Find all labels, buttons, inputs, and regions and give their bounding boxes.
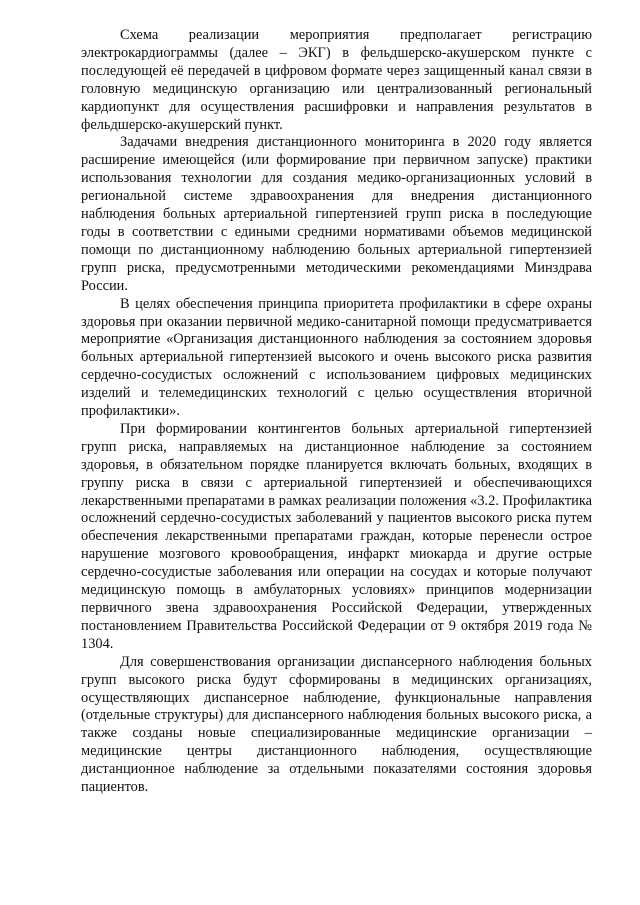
paragraph-monitoring-tasks: Задачами внедрения дистанционного мониторинга в 2020 году является расширение имеющейся (или формирование при первичном запуске) практики использования технологии для создания медико-организационных условий в региональной системе здравоохранения для внедрения дистанционного наблюдения больных артериальной гипертензией групп риска в последующие годы в соответствии с едиными средними нормативами объемов медицинской помощи по дистанционному наблюдению больных артериальной гипертензией групп риска, предусмотренными методическими рекомендациями Минздрава России. — [81, 134, 592, 294]
document-body — [81, 27, 592, 797]
paragraph-dispensary-observation: Для совершенствования организации диспансерного наблюдения больных групп высокого риска будут сформированы в медицинских организациях, осуществляющих диспансерное наблюдение, функциональные направления (отдельные структуры) для диспансерного наблюдения больных высокого риска, а также созданы новые специализированные медицинские организации – медицинские центры дистанционного наблюдения, осуществляющие дистанционное наблюдение за отдельными показателями состояния здоровья пациентов. — [81, 653, 592, 796]
paragraph-patient-groups: При формировании контингентов больных артериальной гипертензией групп риска, направляемых на дистанционное наблюдение за состоянием здоровья, в обязательном порядке планируется включать больных, входящих в группу риска в связи с артериальной гипертензией и обеспечивающихся лекарственными препаратами в рамках реализации положения «3.2. Профилактика осложнений сердечно-сосудистых заболеваний у пациентов высокого риска путем обеспечения лекарственными препаратами граждан, которые перенесли острое нарушение мозгового кровообращения, инфаркт миокарда и другие острые сердечно-сосудистые заболевания или операции на сосудах и которые получают медицинскую помощь в амбулаторных условиях» принципов модернизации первичного звена здравоохранения Российской Федерации, утвержденных постановлением Правительства Российской Федерации от 9 октября 2019 года № 1304. — [81, 420, 592, 652]
paragraph-ecg-scheme: Схема реализации мероприятия предполагает регистрацию электрокардиограммы (далее – ЭКГ) в фельдшерско-акушерском пункте с последующей её передачей в цифровом формате через защищенный канал связи в головную медицинскую организацию или централизованный региональный кардиопункт для осуществления расшифровки и направления результатов в фельдшерско-акушерский пункт. — [81, 27, 592, 133]
paragraph-prevention-priority: В целях обеспечения принципа приоритета профилактики в сфере охраны здоровья при оказании первичной медико-санитарной помощи предусматривается мероприятие «Организация дистанционного наблюдения за состоянием здоровья больных артериальной гипертензией высокого и очень высокого риска развития сердечно-сосудистых осложнений с использованием цифровых медицинских изделий и телемедицинских технологий с целью осуществления вторичной профилактики». — [81, 295, 592, 420]
